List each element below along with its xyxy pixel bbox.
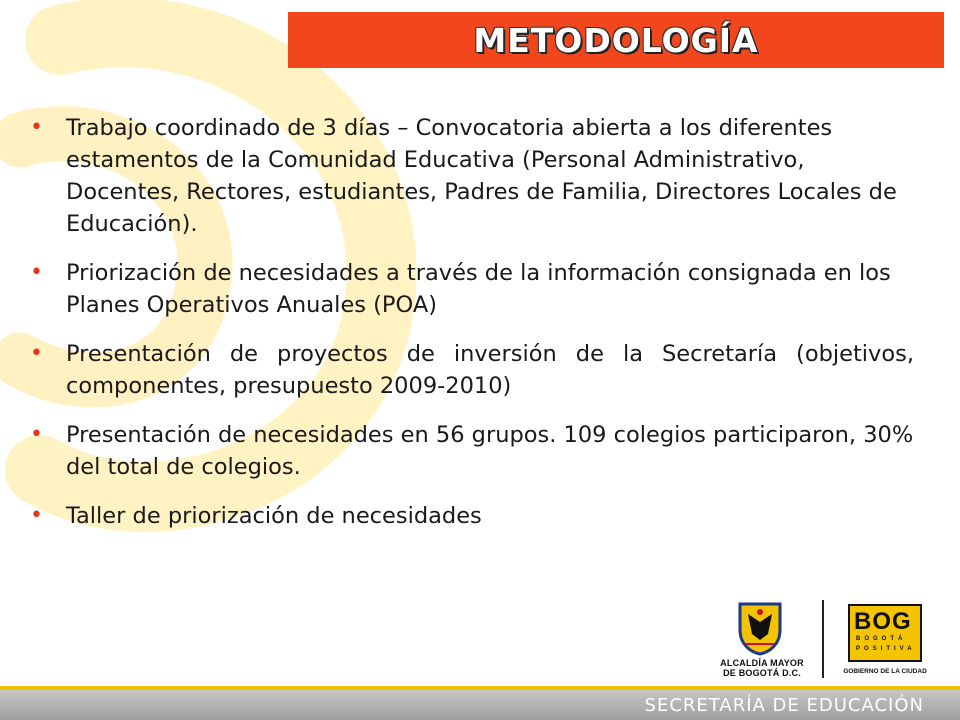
bullet-item	[30, 419, 914, 483]
alcaldia-label-line2: DE BOGOTÁ D.C.	[723, 668, 801, 678]
title-banner	[288, 12, 944, 68]
bullet-item	[30, 500, 914, 532]
footer-bar	[0, 690, 960, 720]
bullet-text: Trabajo coordinado de 3 días – Convocatoria abierta a los diferentes estamentos de la Comunidad Educativa (Personal Administrativo, Docentes, Rectores, estudiantes, Padres de Familia, Directores Locales de Educación).	[66, 115, 897, 237]
logo-divider	[822, 600, 824, 678]
bullet-icon: •	[30, 341, 43, 366]
gobierno-label: GOBIERNO DE LA CIUDAD	[843, 668, 927, 675]
bullet-icon: •	[30, 260, 43, 285]
bullet-item	[30, 257, 914, 321]
bullet-text: Presentación de necesidades en 56 grupos. 109 colegios participaron, 30% del total de colegios.	[66, 422, 914, 480]
bullet-icon: •	[30, 503, 43, 528]
bullet-icon: •	[30, 115, 43, 140]
bog-logo-word: BOG	[854, 608, 912, 635]
bullet-icon: •	[30, 422, 43, 447]
alcaldia-label-line1: ALCALDÍA MAYOR	[720, 658, 804, 668]
slide-title: METODOLOGÍA	[473, 20, 759, 60]
footer-text: SECRETARÍA DE EDUCACIÓN	[644, 695, 924, 716]
bog-logo-subtitle2: POSITIVA	[856, 646, 916, 652]
bullet-list	[30, 112, 914, 549]
bog-logo-subtitle1: BOGOTÁ	[856, 636, 907, 642]
bogota-positiva-logo	[848, 604, 922, 662]
bogota-coat-of-arms-icon	[736, 600, 784, 656]
bullet-item	[30, 338, 914, 402]
bullet-text: Presentación de proyectos de inversión de la Secretaría (objetivos, componentes, presupuesto 2009-2010)	[66, 341, 914, 399]
bullet-item	[30, 112, 914, 240]
logos-area	[712, 598, 932, 682]
bullet-text: Taller de priorización de necesidades	[66, 503, 482, 529]
bullet-text: Priorización de necesidades a través de la información consignada en los Planes Operativos Anuales (POA)	[66, 260, 891, 318]
